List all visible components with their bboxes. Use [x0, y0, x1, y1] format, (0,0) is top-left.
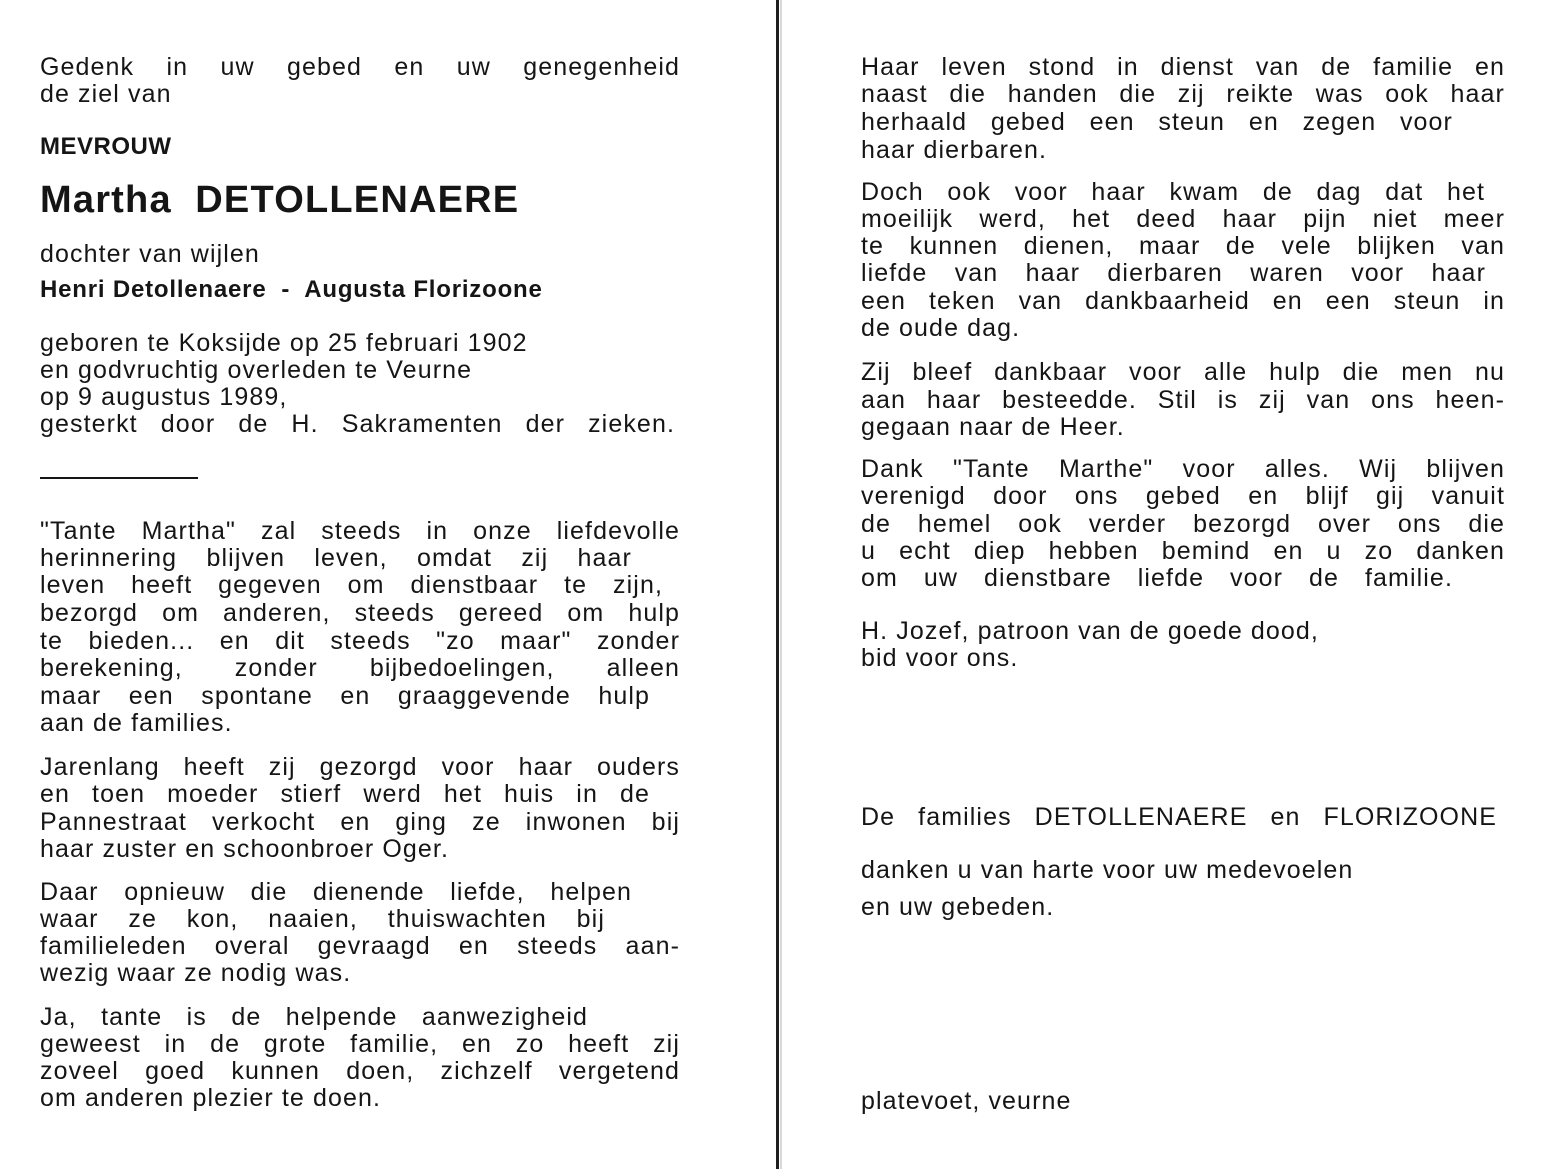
families-line: De families DETOLLENAERE en FLORIZOONE — [861, 803, 1497, 831]
left-paragraph-2-line-2: en toen moeder stierf werd het huis in de — [40, 780, 650, 808]
right-paragraph-4-line-1: Dank "Tante Marthe" voor alles. Wij blijven — [861, 455, 1505, 483]
prayer-line-2: bid voor ons. — [861, 644, 1019, 672]
left-paragraph-1-line-8: aan de families. — [40, 709, 233, 737]
right-paragraph-2-line-3: te kunnen dienen, maar de vele blijken van — [861, 232, 1505, 260]
right-paragraph-4-line-5: om uw dienstbare liefde voor de familie. — [861, 564, 1453, 592]
left-paragraph-2-line-3: Pannestraat verkocht en ging ze inwonen bij — [40, 808, 680, 836]
prayer-line-1: H. Jozef, patroon van de goede dood, — [861, 617, 1319, 645]
left-paragraph-3-line-3: familieleden overal gevraagd en steeds aan- — [40, 932, 680, 960]
intro-line-2: de ziel van — [40, 80, 172, 108]
left-paragraph-3-line-1: Daar opnieuw die dienende liefde, helpen — [40, 878, 632, 906]
left-paragraph-4-line-4: om anderen plezier te doen. — [40, 1084, 382, 1112]
thanks-line-1: danken u van harte voor uw medevoelen — [861, 856, 1354, 884]
center-fold-line — [776, 0, 779, 1169]
left-paragraph-4-line-2: geweest in de grote familie, en zo heeft zij — [40, 1030, 680, 1058]
birth-death-line-3: op 9 augustus 1989, — [40, 383, 288, 411]
right-paragraph-2-line-2: moeilijk werd, het deed haar pijn niet meer — [861, 205, 1505, 233]
right-paragraph-3-line-2: aan haar besteedde. Stil is zij van ons heen- — [861, 386, 1505, 414]
right-paragraph-1-line-4: haar dierbaren. — [861, 136, 1048, 164]
left-paragraph-2-line-4: haar zuster en schoonbroer Oger. — [40, 835, 450, 863]
left-paragraph-4-line-1: Ja, tante is de helpende aanwezigheid — [40, 1003, 588, 1031]
left-paragraph-4-line-3: zoveel goed kunnen doen, zichzelf vergetend — [40, 1057, 680, 1085]
right-paragraph-2-line-6: de oude dag. — [861, 314, 1021, 342]
left-paragraph-2-line-1: Jarenlang heeft zij gezorgd voor haar ouders — [40, 753, 680, 781]
birth-death-line-1: geboren te Koksijde op 25 februari 1902 — [40, 329, 528, 357]
right-paragraph-1-line-1: Haar leven stond in dienst van de familie en — [861, 53, 1505, 81]
left-paragraph-1-line-2: herinnering blijven leven, omdat zij haar — [40, 544, 632, 572]
right-paragraph-3-line-1: Zij bleef dankbaar voor alle hulp die men nu — [861, 358, 1505, 386]
left-paragraph-3-line-4: wezig waar ze nodig was. — [40, 959, 352, 987]
intro-line-1: Gedenk in uw gebed en uw genegenheid — [40, 53, 680, 81]
right-paragraph-2-line-4: liefde van haar dierbaren waren voor haar — [861, 259, 1486, 287]
left-paragraph-1-line-4: bezorgd om anderen, steeds gereed om hulp — [40, 599, 680, 627]
deceased-name: Martha DETOLLENAERE — [40, 179, 520, 221]
daughter-of-label: dochter van wijlen — [40, 240, 260, 268]
printer-credit: platevoet, veurne — [861, 1087, 1072, 1115]
right-paragraph-3-line-3: gegaan naar de Heer. — [861, 413, 1125, 441]
birth-death-line-4: gesterkt door de H. Sakramenten der zieken. — [40, 410, 675, 438]
left-paragraph-3-line-2: waar ze kon, naaien, thuiswachten bij — [40, 905, 605, 933]
left-paragraph-1-line-7: maar een spontane en graaggevende hulp — [40, 682, 650, 710]
right-paragraph-2-line-5: een teken van dankbaarheid en een steun in — [861, 287, 1505, 315]
left-paragraph-1-line-3: leven heeft gegeven om dienstbaar te zijn, — [40, 571, 663, 599]
right-paragraph-2-line-1: Doch ook voor haar kwam de dag dat het — [861, 178, 1485, 206]
right-paragraph-4-line-3: de hemel ook verder bezorgd over ons die — [861, 510, 1505, 538]
left-paragraph-1-line-6: berekening, zonder bijbedoelingen, alleen — [40, 654, 680, 682]
center-fold-shadow — [780, 0, 782, 1169]
birth-death-line-2: en godvruchtig overleden te Veurne — [40, 356, 473, 384]
right-paragraph-1-line-2: naast die handen die zij reikte was ook haar — [861, 80, 1505, 108]
parents-names: Henri Detollenaere - Augusta Florizoone — [40, 276, 543, 303]
thanks-line-2: en uw gebeden. — [861, 893, 1055, 921]
left-paragraph-1-line-5: te bieden... en dit steeds "zo maar" zonder — [40, 627, 680, 655]
right-paragraph-4-line-4: u echt diep hebben bemind en u zo danken — [861, 537, 1505, 565]
right-paragraph-4-line-2: verenigd door ons gebed en blijf gij vanuit — [861, 482, 1505, 510]
left-paragraph-1-line-1: "Tante Martha" zal steeds in onze liefdevolle — [40, 517, 680, 545]
right-paragraph-1-line-3: herhaald gebed een steun en zegen voor — [861, 108, 1453, 136]
separator-rule — [40, 477, 198, 479]
title-label: MEVROUW — [40, 133, 172, 160]
